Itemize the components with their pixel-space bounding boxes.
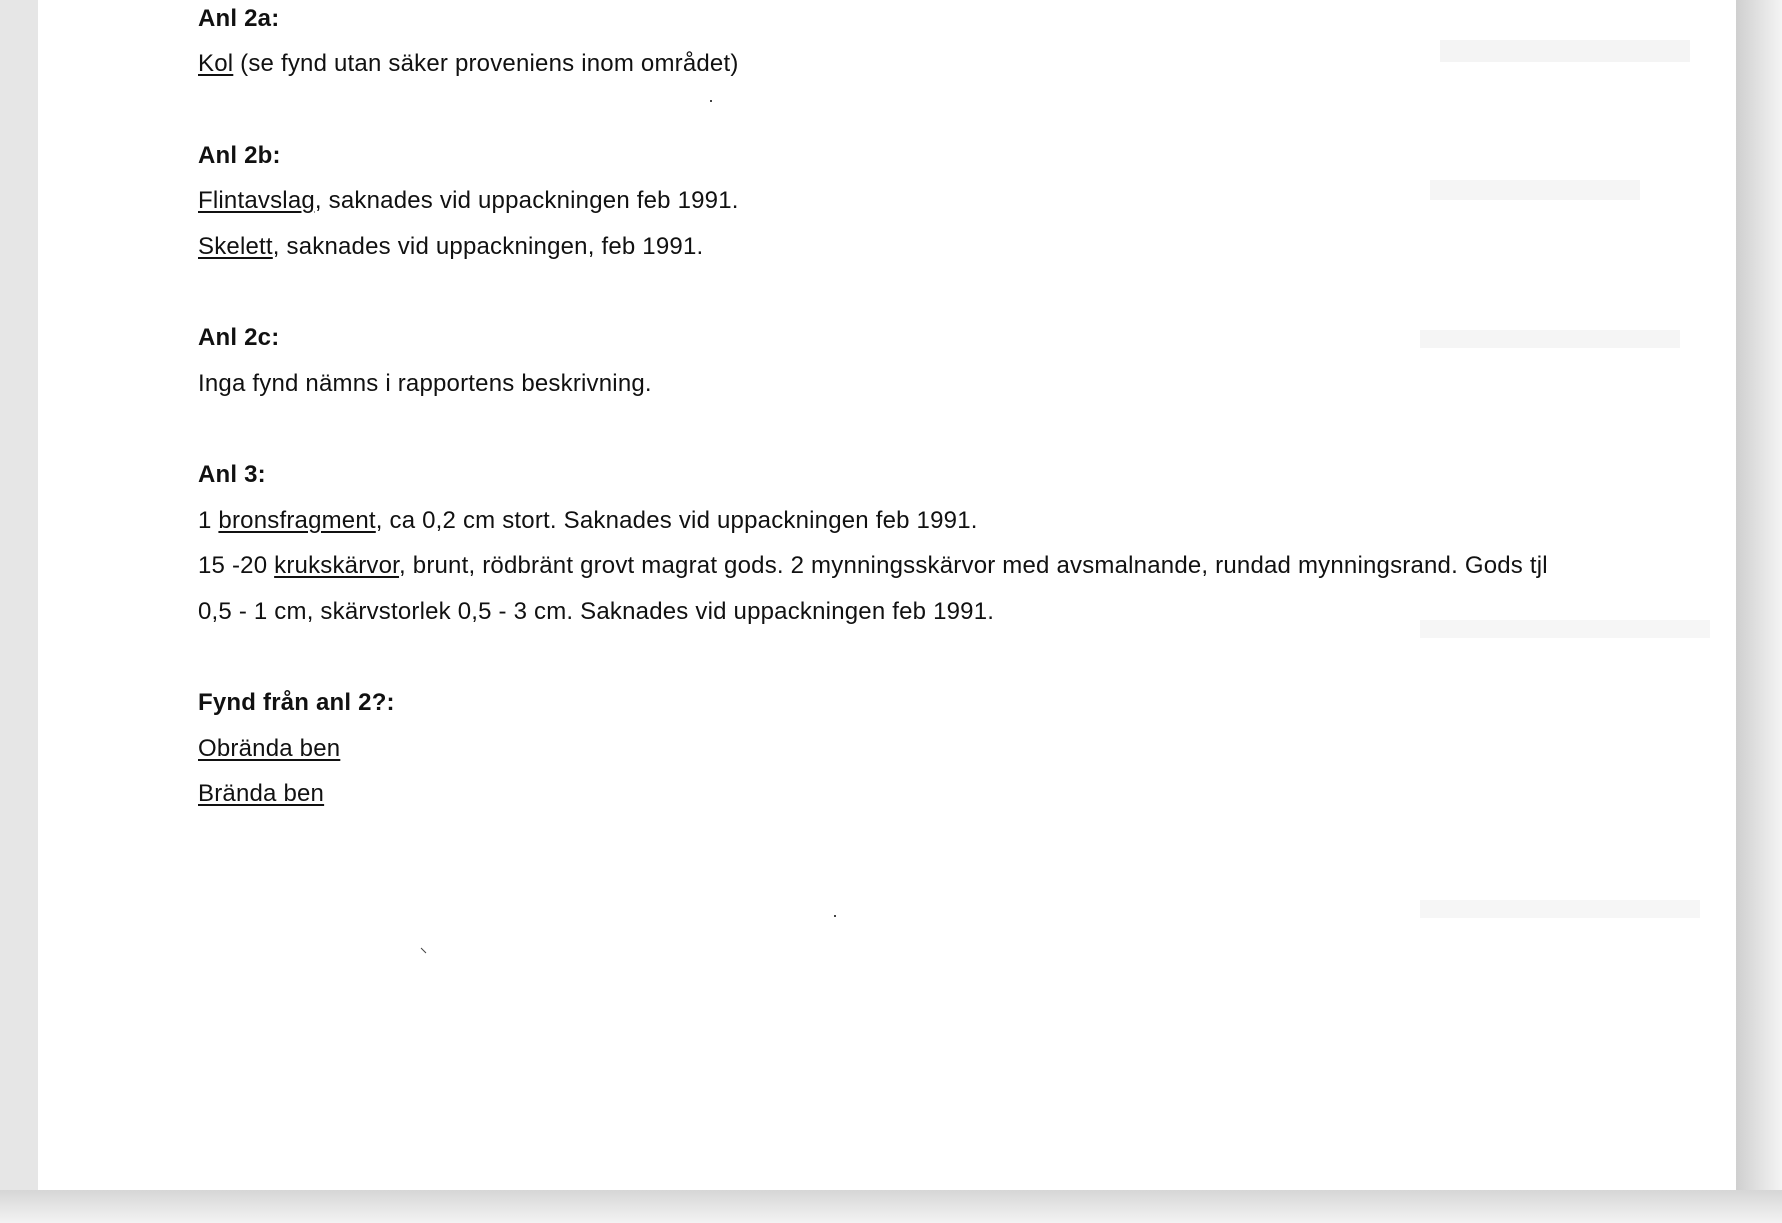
find-description: , brunt, rödbränt grovt magrat gods. 2 mynningsskärvor med avsmalnande, rundad mynningsrand. Gods tjl	[399, 552, 1548, 579]
section-heading: Fynd från anl 2?:	[198, 689, 395, 716]
find-quantity: 1	[198, 507, 219, 534]
find-description: (se fynd utan säker proveniens inom området)	[233, 50, 739, 77]
find-description: , saknades vid uppackningen, feb 1991.	[272, 233, 704, 260]
paper-sheet	[38, 0, 1738, 1190]
section-heading: Anl 2a:	[198, 5, 280, 32]
find-term: Kol	[198, 50, 234, 77]
find-line	[198, 552, 1548, 580]
find-description: , saknades vid uppackningen feb 1991.	[314, 187, 739, 214]
show-through-block	[1430, 180, 1640, 200]
find-line	[198, 187, 739, 215]
find-line	[198, 233, 703, 261]
section-heading: Anl 2b:	[198, 142, 281, 169]
find-line: Inga fynd nämns i rapportens beskrivning.	[198, 370, 652, 397]
find-description: , ca 0,2 cm stort. Saknades vid uppackningen feb 1991.	[375, 507, 978, 534]
show-through-block	[1420, 620, 1710, 638]
scan-speck	[834, 915, 836, 917]
scan-speck	[710, 100, 712, 102]
find-quantity: 15 -20	[198, 552, 275, 579]
find-line: 0,5 - 1 cm, skärvstorlek 0,5 - 3 cm. Saknades vid uppackningen feb 1991.	[198, 598, 995, 625]
show-through-block	[1420, 900, 1700, 918]
show-through-block	[1420, 330, 1680, 348]
scan-edge	[1736, 0, 1782, 1223]
section-heading: Anl 3:	[198, 461, 266, 488]
find-line	[198, 735, 340, 763]
find-line	[198, 50, 739, 78]
section-heading: Anl 2c:	[198, 324, 280, 351]
scan-bottom-edge	[0, 1190, 1782, 1223]
find-line	[198, 507, 978, 535]
find-term: bronsfragment	[218, 507, 376, 534]
find-term: Flintavslag	[198, 187, 315, 214]
show-through-block	[1440, 40, 1690, 62]
find-term: Skelett	[198, 233, 273, 260]
find-term: Obrända ben	[198, 735, 341, 762]
find-term: krukskärvor	[274, 552, 400, 579]
find-line	[198, 780, 324, 808]
find-term: Brända ben	[198, 780, 325, 807]
